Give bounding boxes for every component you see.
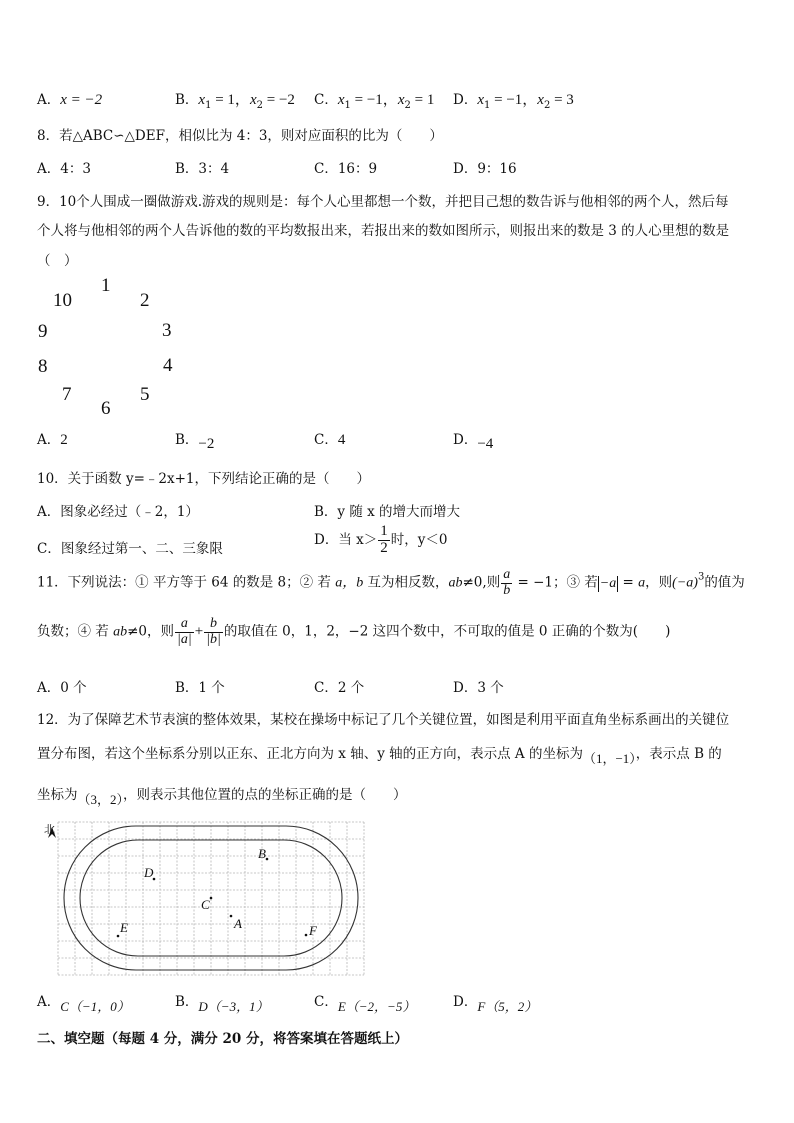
point-f-dot bbox=[305, 934, 308, 937]
q7-d-x2-val: = 3 bbox=[550, 92, 574, 108]
circle-number-8: 8 bbox=[38, 356, 48, 377]
q7-b-x2-val: = −2 bbox=[262, 92, 295, 108]
q10-option-d-pre: D．当 x＞ bbox=[314, 531, 378, 548]
q10-stem: 10．关于函数 y=﹣2x+1，下列结论正确的是（ ） bbox=[37, 471, 371, 487]
q10-option-d-post: 时，y＜0 bbox=[390, 531, 448, 548]
q10-option-c: C．图象经过第一、二、三象限 bbox=[37, 541, 223, 557]
point-a-dot bbox=[230, 915, 233, 918]
q11-l2-ab: ab bbox=[113, 624, 128, 640]
q12-option-a-letter: A． bbox=[37, 994, 61, 1010]
circle-number-4: 4 bbox=[163, 355, 173, 376]
circle-number-10: 10 bbox=[53, 290, 72, 311]
q11-l2-text-b: ≠0，则 bbox=[127, 623, 174, 640]
q8-stem: 8．若△ABC∽△DEF，相似比为 4：3，则对应面积的比为（ ） bbox=[37, 128, 443, 144]
q9-option-c bbox=[314, 428, 345, 449]
q7-c-x2: x bbox=[397, 92, 405, 108]
q11-text-b: 互为相反数， bbox=[363, 574, 449, 591]
q11-line1 bbox=[37, 568, 745, 598]
q7-option-b bbox=[175, 88, 295, 111]
q7-d-x2: x bbox=[537, 92, 544, 108]
q9-option-b-letter: B． bbox=[175, 432, 199, 448]
point-d-label: D bbox=[144, 865, 154, 880]
q7-d-x1-val: = −1， bbox=[490, 92, 538, 108]
circle-number-2: 2 bbox=[140, 290, 150, 311]
q9-stem-line2: 个人将与他相邻的两个人告诉他的数的平均数报出来，若报出来的数如图所示，则报出来的数是 3 的人心里想的数是 bbox=[37, 223, 730, 239]
q12-stem-line3 bbox=[37, 783, 407, 807]
q8-option-b: B．3：4 bbox=[175, 161, 230, 177]
q7-option-c-letter: C． bbox=[314, 92, 338, 108]
q7-b-x1: x bbox=[198, 92, 206, 108]
point-a-label: A bbox=[234, 916, 242, 931]
circle-number-7: 7 bbox=[62, 384, 72, 405]
q12-option-b bbox=[175, 990, 269, 1014]
q11-frac-a-over-abs-a bbox=[175, 617, 194, 647]
circle-number-5: 5 bbox=[140, 384, 150, 405]
q9-option-a bbox=[37, 428, 68, 449]
q7-c-x1-sub: 1 bbox=[344, 100, 351, 111]
q11-line2 bbox=[37, 617, 670, 647]
q7-d-x2-sub: 2 bbox=[543, 100, 551, 111]
q12-option-a-value: C（−1，0） bbox=[60, 999, 130, 1014]
q12-line3-post: ，则表示其他位置的点的坐标正确的是（ ） bbox=[123, 787, 407, 803]
q11-pow-exp: 3 bbox=[697, 571, 705, 583]
point-e-label: E bbox=[120, 920, 128, 935]
q12-option-c bbox=[314, 990, 416, 1014]
q7-c-x2-val: = 1 bbox=[410, 92, 435, 108]
q7-options bbox=[37, 88, 102, 109]
q12-option-d-letter: D． bbox=[453, 994, 478, 1010]
q12-line3-pre: 坐标为 bbox=[37, 787, 78, 803]
q7-c-x2-sub: 2 bbox=[404, 100, 411, 111]
q11-ab: ab bbox=[448, 575, 463, 591]
q8-option-a: A．4：3 bbox=[37, 161, 91, 177]
q9-option-b bbox=[175, 428, 215, 452]
q8-option-d: D．9：16 bbox=[453, 161, 517, 177]
q9-stem-line3: （ ） bbox=[37, 253, 78, 269]
q9-option-c-letter: C． bbox=[314, 432, 338, 448]
q11-option-b: B．1 个 bbox=[175, 680, 225, 696]
q11-text-a: 11．下列说法：① 平方等于 64 的数是 8；② 若 bbox=[37, 574, 336, 591]
q7-d-x1: x bbox=[477, 92, 484, 108]
q12-option-a bbox=[37, 990, 130, 1014]
point-b-dot bbox=[266, 858, 269, 861]
q7-c-x1: x bbox=[337, 92, 345, 108]
circle-number-1: 1 bbox=[101, 275, 111, 296]
circle-number-9: 9 bbox=[38, 321, 48, 342]
q11-var-a: a bbox=[638, 575, 646, 591]
q12-coord-b: （3，2） bbox=[77, 792, 124, 807]
point-c-dot bbox=[210, 897, 213, 900]
q12-stem-line2 bbox=[37, 742, 722, 766]
q9-option-c-value: 4 bbox=[337, 432, 346, 448]
q9-option-d-letter: D． bbox=[453, 432, 478, 448]
q11-f1-den: |a| bbox=[177, 631, 192, 647]
section-2-title: 二、填空题（每题 4 分，满分 20 分，将答案填在答题纸上） bbox=[37, 1031, 408, 1047]
q12-coord-a: （1，−1） bbox=[582, 751, 636, 766]
q9-stem-line1: 9．10个人围成一圈做游戏.游戏的规则是：每个人心里都想一个数，并把目己想的数告诉与他相邻的两个人，然后每 bbox=[37, 194, 729, 210]
q10-fraction-num: 1 bbox=[380, 523, 388, 539]
q12-line2-post: ，表示点 B 的 bbox=[635, 746, 722, 762]
q9-option-b-value: −2 bbox=[198, 436, 215, 452]
q11-l2-text-c: 的取值在 0，1，2，−2 这四个数中，不可取的值是 0 正确的个数为( ) bbox=[223, 623, 671, 640]
circle-number-6: 6 bbox=[101, 398, 111, 419]
q7-option-a-letter: A． bbox=[37, 92, 61, 108]
q11-f1-num: a bbox=[175, 617, 194, 633]
q7-option-a-value: x = −2 bbox=[60, 92, 103, 108]
q7-c-x1-val: = −1， bbox=[350, 92, 398, 108]
q9-option-a-value: 2 bbox=[60, 432, 68, 448]
q10-fraction-den: 2 bbox=[380, 539, 388, 556]
q7-option-b-letter: B． bbox=[175, 92, 199, 108]
q7-b-x1-sub: 1 bbox=[205, 100, 212, 111]
q7-option-d bbox=[453, 88, 574, 111]
q9-option-d bbox=[453, 428, 494, 452]
q7-d-x1-sub: 1 bbox=[484, 100, 491, 111]
point-c-label: C bbox=[201, 897, 210, 912]
q11-frac-den: b bbox=[503, 582, 511, 598]
q10-option-d bbox=[314, 524, 447, 557]
q9-option-a-letter: A． bbox=[37, 432, 61, 448]
q11-option-c: C．2 个 bbox=[314, 680, 365, 696]
point-e-dot bbox=[117, 935, 120, 938]
q10-option-b: B．y 随 x 的增大而增大 bbox=[314, 504, 461, 520]
q11-text-c: ≠0,则 bbox=[462, 574, 501, 591]
q11-text-d: = −1；③ 若 bbox=[513, 574, 598, 591]
q7-option-c bbox=[314, 88, 434, 111]
q11-text-g: 的值为 bbox=[704, 574, 745, 591]
q7-b-x2: x bbox=[249, 92, 257, 108]
q11-pow-base: (−a) bbox=[672, 575, 698, 591]
point-f-label: F bbox=[309, 923, 317, 938]
circle-number-3: 3 bbox=[162, 320, 172, 341]
q11-f2-den: |b| bbox=[206, 631, 221, 647]
q11-frac-b-over-abs-b bbox=[204, 617, 223, 647]
q11-abs-neg-a: −a bbox=[599, 575, 617, 591]
q12-option-b-letter: B． bbox=[175, 994, 199, 1010]
q11-frac-a-over-b bbox=[501, 568, 512, 598]
q11-l2-text-a: 负数；④ 若 bbox=[37, 623, 114, 640]
q12-option-c-value: E（−2，−5） bbox=[337, 999, 416, 1014]
q12-option-c-letter: C． bbox=[314, 994, 338, 1010]
q11-option-d: D．3 个 bbox=[453, 680, 504, 696]
q11-text-e: = bbox=[618, 574, 639, 591]
q11-f2-num: b bbox=[204, 617, 223, 633]
q9-option-d-value: −4 bbox=[477, 436, 494, 452]
q11-text-f: ，则 bbox=[645, 574, 673, 591]
north-label: 北 bbox=[44, 823, 55, 836]
q11-plus: + bbox=[194, 623, 204, 640]
q12-option-d bbox=[453, 990, 538, 1014]
point-b-label: B bbox=[258, 846, 266, 861]
q11-option-a: A．0 个 bbox=[37, 680, 87, 696]
q12-line2-pre: 置分布图，若这个坐标系分别以正东、正北方向为 x 轴、y 轴的正方向，表示点 A 的坐标为 bbox=[37, 746, 583, 762]
q10-fraction bbox=[378, 524, 390, 557]
q12-option-d-value: F（5，2） bbox=[477, 999, 538, 1014]
q12-stem-line1: 12．为了保障艺术节表演的整体效果，某校在操场中标记了几个关键位置，如图是利用平面直角坐标系画出的关键位 bbox=[37, 712, 730, 728]
q11-vars-ab: a，b bbox=[335, 575, 364, 591]
q10-option-a: A．图象必经过（﹣2，1） bbox=[37, 504, 199, 520]
q11-frac-num: a bbox=[503, 567, 511, 582]
q7-option-d-letter: D． bbox=[453, 92, 478, 108]
q7-b-x2-sub: 2 bbox=[256, 100, 263, 111]
q7-b-x1-val: = 1， bbox=[211, 92, 250, 108]
q12-option-b-value: D（−3，1） bbox=[198, 999, 269, 1014]
q8-option-c: C．16：9 bbox=[314, 161, 378, 177]
